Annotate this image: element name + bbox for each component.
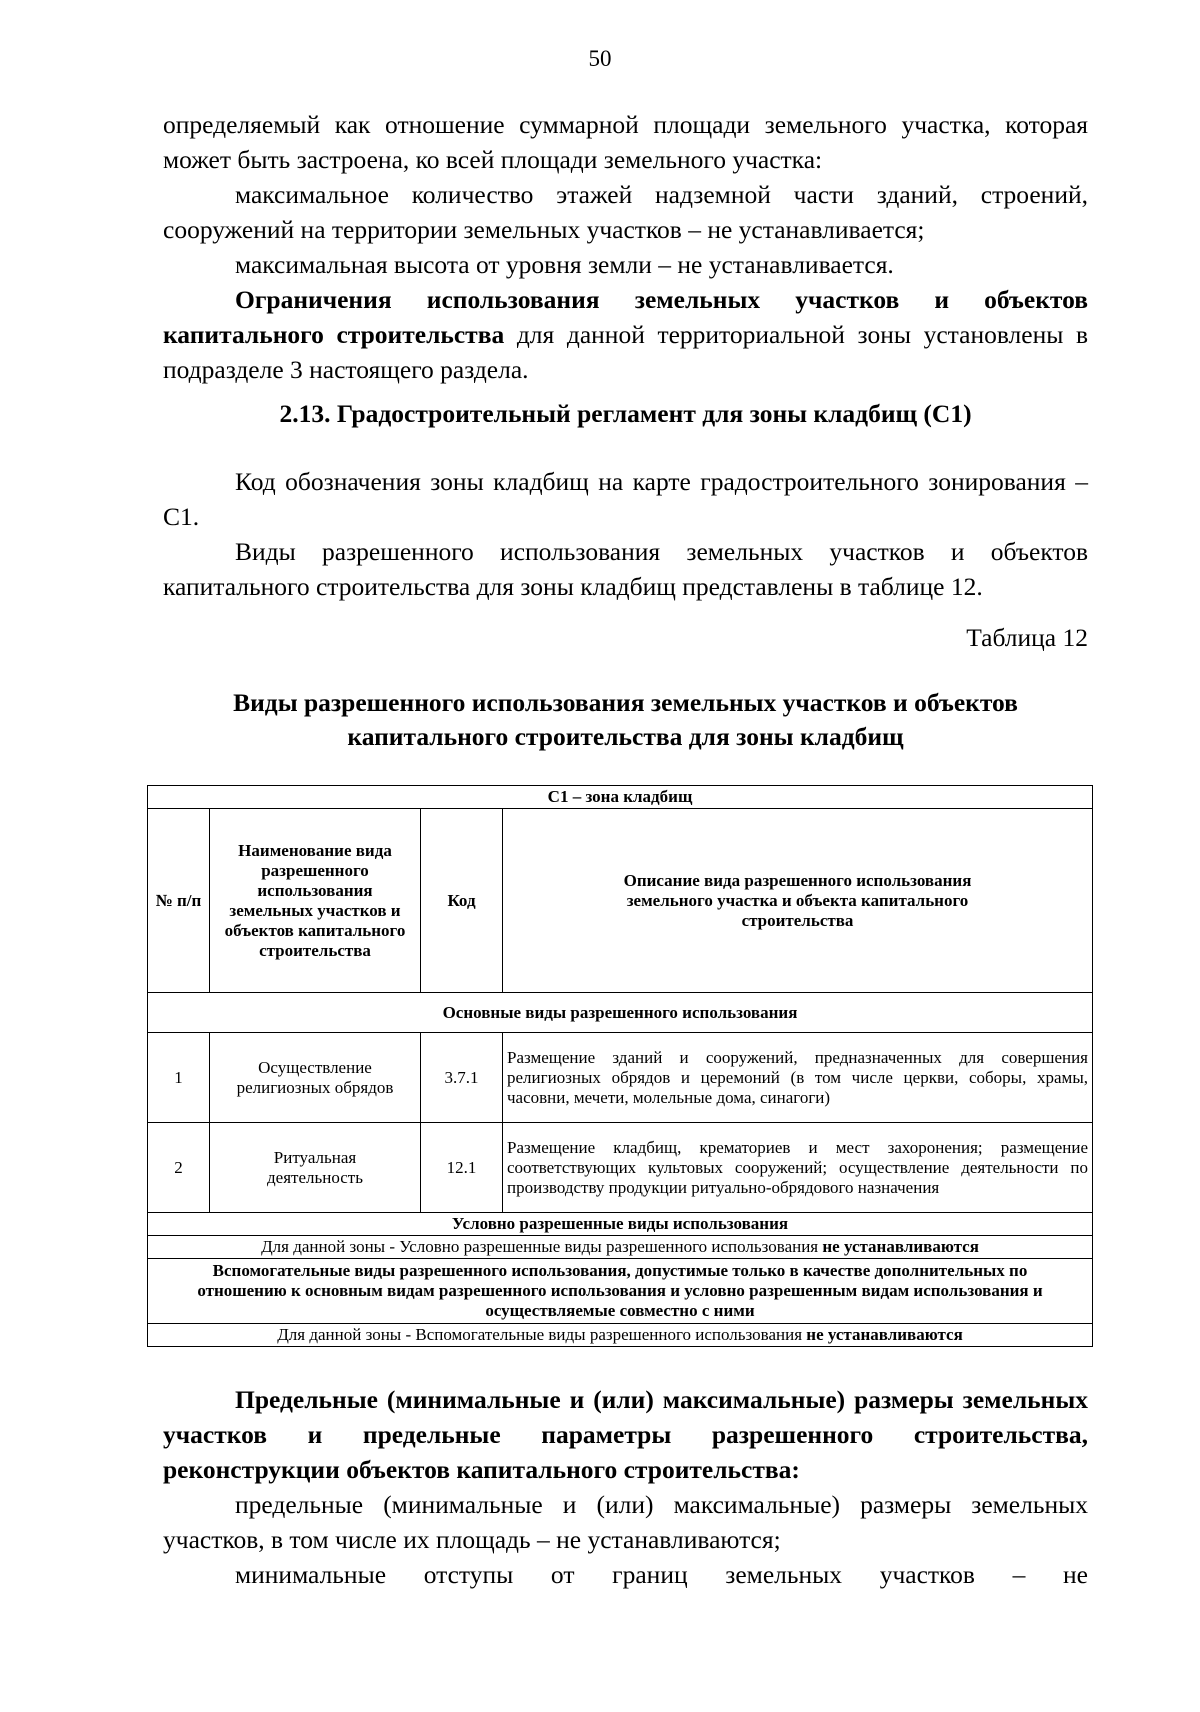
main-section-label: Основные виды разрешенного использования [148, 993, 1093, 1033]
table-section-row-auxiliary [148, 1259, 1093, 1324]
conditional-note-text: Для данной зоны - Условно разрешенные виды разрешенного использования [261, 1237, 823, 1256]
row-number: 1 [148, 1033, 210, 1123]
row-code: 12.1 [421, 1123, 503, 1213]
section-heading-text: 2.13. Градостроительный регламент для зоны кладбищ (С1) [279, 399, 972, 428]
limits-heading-text: Предельные (минимальные и (или) максимальные) размеры земельных участков и предельные параметры разрешенного строительства, реконструкции объектов капитального строительства: [163, 1385, 1088, 1484]
table-section-row-main [148, 993, 1093, 1033]
paragraph-5: Код обозначения зоны кладбищ на карте градостроительного зонирования – С1. [163, 467, 1088, 531]
row-name: Ритуальная деятельность [210, 1123, 421, 1213]
paragraph-1: определяемый как отношение суммарной площади земельного участка, которая может быть застроена, ко всей площади земельного участка: [163, 110, 1088, 174]
conditional-note-bold: не устанавливаются [822, 1237, 979, 1256]
paragraph-9: минимальные отступы от границ земельных участков – не [235, 1560, 1088, 1589]
column-header-name: Наименование вида разрешенного использования земельных участков и объектов капитального строительства [210, 809, 421, 993]
table-note-row-auxiliary [148, 1324, 1093, 1347]
paragraph-4 [163, 282, 1088, 387]
section-heading-block [163, 396, 1088, 431]
auxiliary-note-text: Для данной зоны - Вспомогательные виды разрешенного использования [277, 1325, 807, 1344]
section-heading [163, 396, 1088, 431]
paragraph-2: максимальное количество этажей надземной части зданий, строений, сооружений на территории земельных участков – не устанавливается; [163, 180, 1088, 244]
row-name: Осуществление религиозных обрядов [210, 1033, 421, 1123]
auxiliary-note-bold: не устанавливаются [806, 1325, 963, 1344]
row-description: Размещение зданий и сооружений, предназначенных для совершения религиозных обрядов и церемоний (в том числе церкви, соборы, храмы, часовни, мечети, молельные дома, синагоги) [503, 1033, 1093, 1123]
conditional-note [148, 1236, 1093, 1259]
paragraph-3: максимальная высота от уровня земли – не устанавливается. [235, 250, 894, 279]
table-title [163, 686, 1088, 754]
paragraph-8: предельные (минимальные и (или) максимальные) размеры земельных участков, в том числе их площадь – не устанавливаются; [163, 1490, 1088, 1554]
auxiliary-section-label: Вспомогательные виды разрешенного использования, допустимые только в качестве дополнительных по отношению к основным видам разрешенного использования и условно разрешенным видам использования и осуществляемые совместно с ними [148, 1259, 1093, 1324]
auxiliary-note [148, 1324, 1093, 1347]
restrictions-bold-text: Ограничения использования земельных участков и объектов капитального строительства [163, 285, 1088, 349]
zone-header: С1 – зона кладбищ [148, 786, 1093, 809]
table-section-row-conditional [148, 1213, 1093, 1236]
table-label: Таблица 12 [966, 623, 1088, 652]
zone-paragraphs [163, 464, 1088, 604]
row-number: 2 [148, 1123, 210, 1213]
paragraph-7 [163, 1382, 1088, 1487]
table-row [148, 1123, 1093, 1213]
restrictions-rest-text: для данной территориальной зоны установлены в подразделе 3 настоящего раздела. [163, 320, 1089, 384]
page-number: 50 [588, 46, 612, 71]
table-row [148, 1033, 1093, 1123]
table-title-block [163, 686, 1088, 754]
intro-paragraphs [163, 107, 1088, 387]
table-column-header-row [148, 809, 1093, 993]
column-header-number: № п/п [148, 809, 210, 993]
row-description: Размещение кладбищ, крематориев и мест захоронения; размещение соответствующих культовых сооружений; осуществление деятельности по производству продукции ритуально-обрядового назначения [503, 1123, 1093, 1213]
table-note-row-conditional [148, 1236, 1093, 1259]
limits-paragraphs [163, 1382, 1088, 1592]
conditional-section-label: Условно разрешенные виды использования [148, 1213, 1093, 1236]
row-code: 3.7.1 [421, 1033, 503, 1123]
table-zone-header-row [148, 786, 1093, 809]
column-header-description: Описание вида разрешенного использования земельного участка и объекта капитального строительства [503, 809, 1093, 993]
paragraph-6: Виды разрешенного использования земельных участков и объектов капитального строительства для зоны кладбищ представлены в таблице 12. [163, 537, 1088, 601]
regulation-table [147, 785, 1093, 1347]
table-title-text: Виды разрешенного использования земельных участков и объектов капитального строительства для зоны кладбищ [233, 688, 1018, 751]
column-header-code: Код [421, 809, 503, 993]
table-label-block [163, 620, 1088, 655]
